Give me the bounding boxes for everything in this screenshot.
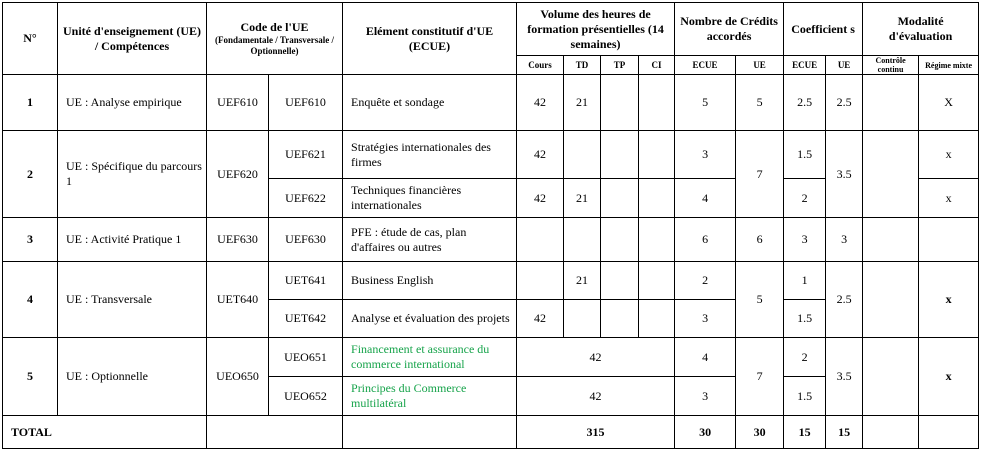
row-ecue: Techniques financières internationales (343, 179, 517, 218)
header-tp: TP (601, 56, 639, 75)
row-coef-ue: 2.5 (826, 262, 863, 338)
row-volume: 42 (517, 377, 675, 416)
row-cours (517, 218, 564, 262)
row-coef-ue: 3.5 (826, 338, 863, 416)
row-credits-ecue: 3 (675, 300, 736, 338)
row-credits-ue: 7 (736, 131, 784, 218)
row-td: 21 (564, 179, 601, 218)
row-ue: UE : Activité Pratique 1 (58, 218, 207, 262)
row-coef-ue: 2.5 (826, 75, 863, 131)
header-coef-ecue: ECUE (784, 56, 826, 75)
header-code-subtitle: (Fondamentale / Transversale / Optionnelle) (215, 35, 334, 56)
row-ci (639, 179, 675, 218)
row-ecue-code: UEF621 (269, 131, 343, 179)
row-td (564, 300, 601, 338)
row-ci (639, 131, 675, 179)
row-credits-ecue: 4 (675, 338, 736, 377)
total-ecue (343, 416, 517, 449)
row-tp (601, 218, 639, 262)
row-tp (601, 179, 639, 218)
row-credits-ecue: 3 (675, 377, 736, 416)
row-regime: x (919, 262, 979, 338)
table-row (3, 218, 979, 262)
row-credits-ue: 6 (736, 218, 784, 262)
row-cours: 42 (517, 131, 564, 179)
ue-table (2, 2, 979, 449)
row-regime (919, 218, 979, 262)
row-credits-ue: 5 (736, 262, 784, 338)
row-ecue-code: UEO651 (269, 338, 343, 377)
header-controle: Contrôle continu (863, 56, 919, 75)
row-coef-ecue: 1.5 (784, 131, 826, 179)
header-volume: Volume des heures de formation présentielles (14 semaines) (517, 3, 675, 56)
table-row (3, 338, 979, 377)
header-credits: Nombre de Crédits accordés (675, 3, 784, 56)
row-regime: x (919, 179, 979, 218)
total-credits-ue: 30 (736, 416, 784, 449)
row-ue: UE : Analyse empirique (58, 75, 207, 131)
row-tp (601, 262, 639, 300)
header-td: TD (564, 56, 601, 75)
row-regime: x (919, 338, 979, 416)
header-regime: Régime mixte (919, 56, 979, 75)
row-code: UEF630 (207, 218, 269, 262)
row-ecue: PFE : étude de cas, plan d'affaires ou autres (343, 218, 517, 262)
table-row (3, 75, 979, 131)
total-label: TOTAL (3, 416, 207, 449)
row-num: 1 (3, 75, 58, 131)
total-volume: 315 (517, 416, 675, 449)
row-ue: UE : Spécifique du parcours 1 (58, 131, 207, 218)
row-num: 5 (3, 338, 58, 416)
row-credits-ecue: 6 (675, 218, 736, 262)
header-credits-ue: UE (736, 56, 784, 75)
row-tp (601, 131, 639, 179)
header-ecue: Elément constitutif d'UE (ECUE) (343, 3, 517, 75)
row-ue: UE : Transversale (58, 262, 207, 338)
row-coef-ue: 3.5 (826, 131, 863, 218)
header-code (207, 3, 343, 75)
row-ecue: Principes du Commerce multilatéral (343, 377, 517, 416)
row-controle (863, 338, 919, 416)
row-controle (863, 218, 919, 262)
row-coef-ecue: 2 (784, 179, 826, 218)
row-code: UEO650 (207, 338, 269, 416)
row-coef-ecue: 1.5 (784, 377, 826, 416)
row-ecue-code: UEF622 (269, 179, 343, 218)
row-credits-ue: 7 (736, 338, 784, 416)
total-code (207, 416, 343, 449)
row-td (564, 218, 601, 262)
header-ue: Unité d'enseignement (UE) / Compétences (58, 3, 207, 75)
header-credits-ecue: ECUE (675, 56, 736, 75)
row-coef-ecue: 3 (784, 218, 826, 262)
row-ue: UE : Optionnelle (58, 338, 207, 416)
row-controle (863, 262, 919, 338)
row-ecue-code: UET642 (269, 300, 343, 338)
row-regime: x (919, 131, 979, 179)
row-ecue-code: UEF630 (269, 218, 343, 262)
row-coef-ecue: 2 (784, 338, 826, 377)
row-ci (639, 300, 675, 338)
row-credits-ue: 5 (736, 75, 784, 131)
header-coef: Coefficient s (784, 3, 863, 56)
row-ci (639, 218, 675, 262)
header-num: N° (3, 3, 58, 75)
row-credits-ecue: 3 (675, 131, 736, 179)
row-td (564, 131, 601, 179)
row-td: 21 (564, 262, 601, 300)
row-ecue-code: UET641 (269, 262, 343, 300)
total-regime (919, 416, 979, 449)
row-ecue: Analyse et évaluation des projets (343, 300, 517, 338)
total-coef-ecue: 15 (784, 416, 826, 449)
header-ci: CI (639, 56, 675, 75)
header-modalite: Modalité d'évaluation (863, 3, 979, 56)
row-coef-ue: 3 (826, 218, 863, 262)
row-coef-ecue: 1 (784, 262, 826, 300)
total-row (3, 416, 979, 449)
row-coef-ecue: 1.5 (784, 300, 826, 338)
row-ecue: Enquête et sondage (343, 75, 517, 131)
row-code: UET640 (207, 262, 269, 338)
row-ecue-code: UEO652 (269, 377, 343, 416)
row-num: 4 (3, 262, 58, 338)
row-code: UEF620 (207, 131, 269, 218)
row-ecue: Financement et assurance du commerce international (343, 338, 517, 377)
row-credits-ecue: 5 (675, 75, 736, 131)
row-cours: 42 (517, 300, 564, 338)
row-code: UEF610 (207, 75, 269, 131)
row-tp (601, 300, 639, 338)
table-row (3, 262, 979, 300)
row-tp (601, 75, 639, 131)
header-code-title: Code de l'UE (240, 20, 309, 34)
total-controle (863, 416, 919, 449)
row-controle (863, 75, 919, 131)
row-cours (517, 262, 564, 300)
row-ecue-code: UEF610 (269, 75, 343, 131)
row-ecue: Business English (343, 262, 517, 300)
row-ci (639, 75, 675, 131)
row-volume: 42 (517, 338, 675, 377)
row-credits-ecue: 4 (675, 179, 736, 218)
row-td: 21 (564, 75, 601, 131)
row-cours: 42 (517, 179, 564, 218)
row-credits-ecue: 2 (675, 262, 736, 300)
row-regime: X (919, 75, 979, 131)
row-num: 3 (3, 218, 58, 262)
row-ecue: Stratégies internationales des firmes (343, 131, 517, 179)
row-controle (863, 131, 919, 218)
row-cours: 42 (517, 75, 564, 131)
header-cours: Cours (517, 56, 564, 75)
row-coef-ecue: 2.5 (784, 75, 826, 131)
table-row (3, 131, 979, 179)
row-ci (639, 262, 675, 300)
row-num: 2 (3, 131, 58, 218)
total-coef-ue: 15 (826, 416, 863, 449)
total-credits-ecue: 30 (675, 416, 736, 449)
header-coef-ue: UE (826, 56, 863, 75)
